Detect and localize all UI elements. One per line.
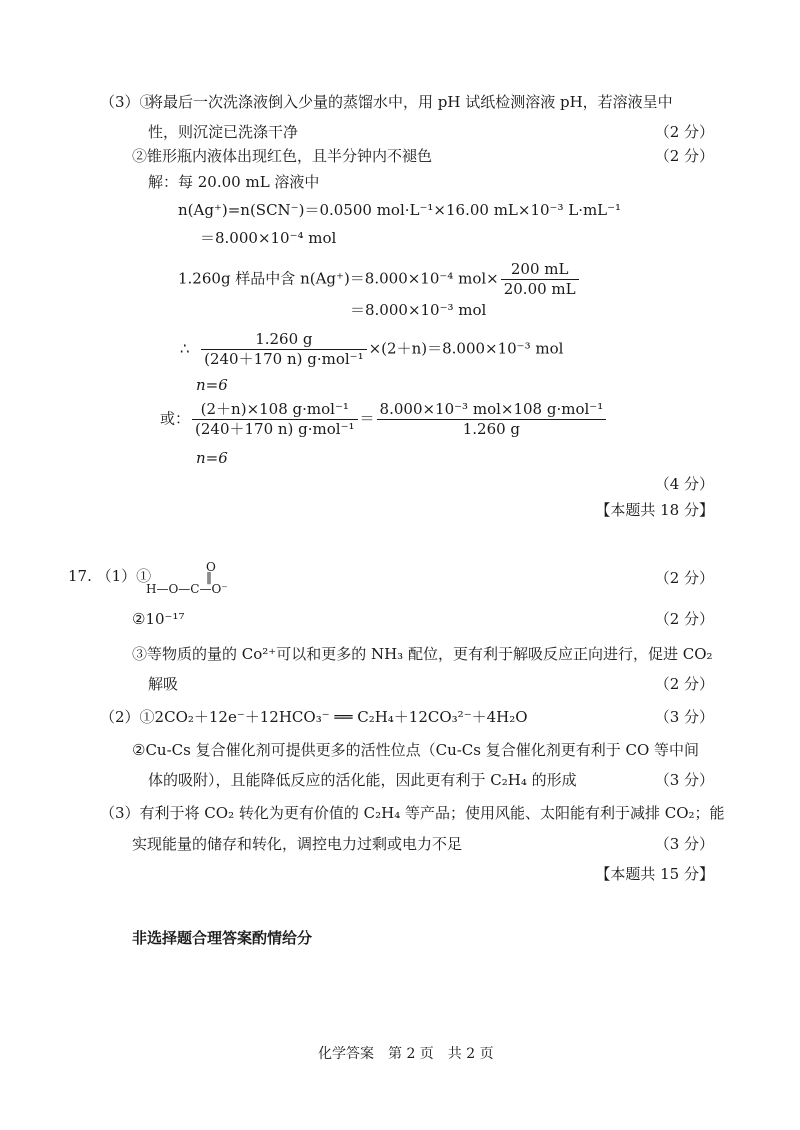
q16-alt-left-numerator: (2＋n)×108 g·mol⁻¹ (192, 400, 358, 420)
q17-part3-line1: （3）有利于将 CO₂ 转化为更有价值的 C₂H₄ 等产品；使用风能、太阳能有利于减排 CO₂；能 (100, 804, 725, 822)
q17-answer-2: ②10⁻¹⁷ (132, 610, 185, 628)
page-footer: 化学答案 第 2 页 共 2 页 (318, 1046, 494, 1062)
q17-points-3: （2 分） (654, 675, 714, 693)
q16-eq-sample-fraction (501, 260, 579, 299)
q16-answer-line1: 将最后一次洗涤液倒入少量的蒸馏水中，用 pH 试纸检测溶液 pH，若溶液呈中 (148, 93, 673, 111)
q16-eq-silver-moles: n(Ag⁺)=n(SCN⁻)＝0.0500 mol·L⁻¹×16.00 mL×10⁻³ L·mL⁻¹ (178, 201, 622, 219)
q16-alt-equals: ＝ (359, 409, 375, 428)
q16-or-label: 或： (160, 409, 191, 428)
q16-points-1: （2 分） (654, 123, 714, 141)
q16-fraction-numerator: 200 mL (501, 260, 579, 280)
q17-part2-line2: 体的吸附），且能降低反应的活化能，因此更有利于 C₂H₄ 的形成 (148, 771, 577, 789)
q17-points-5: （3 分） (654, 771, 714, 789)
therefore-symbol: ∴ (180, 339, 190, 358)
q16-eq-sample-prefix: 1.260g 样品中含 n(Ag⁺)＝8.000×10⁻⁴ mol× (178, 269, 499, 288)
structure-chain: H—O—C—O⁻ (146, 582, 228, 596)
q17-total-score: 【本题共 15 分】 (595, 865, 714, 883)
q17-part3-line2: 实现能量的储存和转化，调控电力过剩或电力不足 (132, 835, 463, 853)
q16-eq-result-2: ＝8.000×10⁻³ mol (350, 301, 487, 319)
structure-double-bond: ‖ (206, 570, 212, 584)
q16-alt-left-fraction (192, 400, 358, 439)
q16-mass-denominator: (240＋170 n) g·mol⁻¹ (204, 350, 364, 368)
bicarbonate-structure (146, 560, 266, 600)
q16-eq-therefore-suffix: ×(2＋n)＝8.000×10⁻³ mol (368, 339, 564, 358)
q17-answer-3-line1: ③等物质的量的 Co²⁺可以和更多的 NH₃ 配位，更有利于解吸反应正向进行，促进 CO₂ (132, 645, 713, 663)
q16-points-3: （4 分） (654, 475, 714, 493)
q16-alt-right-fraction (377, 400, 607, 439)
q16-n-result-1: n=6 (196, 376, 228, 394)
q17-points-2: （2 分） (654, 610, 714, 628)
q16-alt-right-numerator: 8.000×10⁻³ mol×108 g·mol⁻¹ (377, 400, 607, 420)
q17-points-6: （3 分） (654, 835, 714, 853)
q16-part3-number: （3）① (100, 93, 155, 111)
q17-points-4: （3 分） (654, 708, 714, 726)
q17-part2-line1: ②Cu-Cs 复合催化剂可提供更多的活性位点（Cu-Cs 复合催化剂更有利于 CO 等中间 (132, 741, 700, 759)
q16-points-2: （2 分） (654, 147, 714, 165)
q16-eq-alternative (160, 400, 608, 439)
q16-alt-right-denominator: 1.260 g (462, 420, 521, 438)
q17-part1-number: 17. （1）① (68, 567, 152, 585)
q16-mass-numerator: 1.260 g (201, 330, 367, 350)
q16-answer-line2: 性，则沉淀已洗涤干净 (148, 123, 299, 141)
q16-n-result-2: n=6 (196, 449, 228, 467)
q16-eq-therefore (180, 330, 563, 369)
q16-total-score: 【本题共 18 分】 (595, 501, 714, 519)
q17-points-1: （2 分） (654, 569, 714, 587)
q16-eq-result-1: ＝8.000×10⁻⁴ mol (200, 229, 337, 247)
q16-fraction-denominator: 20.00 mL (503, 280, 576, 298)
q16-answer-line3: ②锥形瓶内液体出现红色，且半分钟内不褪色 (132, 147, 433, 165)
q16-alt-left-denominator: (240＋170 n) g·mol⁻¹ (195, 420, 355, 438)
q16-eq-sample (178, 260, 581, 299)
q16-eq-mass-fraction (201, 330, 367, 369)
grading-note: 非选择题合理答案酌情给分 (132, 929, 313, 947)
q16-solution-label: 解：每 20.00 mL 溶液中 (148, 173, 320, 191)
structure-oxygen-top: O (206, 560, 216, 574)
q17-part2-equation: （2）①2CO₂＋12e⁻＋12HCO₃⁻ ══ C₂H₄＋12CO₃²⁻＋4H₂O (100, 708, 528, 726)
q17-answer-3-line2: 解吸 (148, 675, 179, 693)
